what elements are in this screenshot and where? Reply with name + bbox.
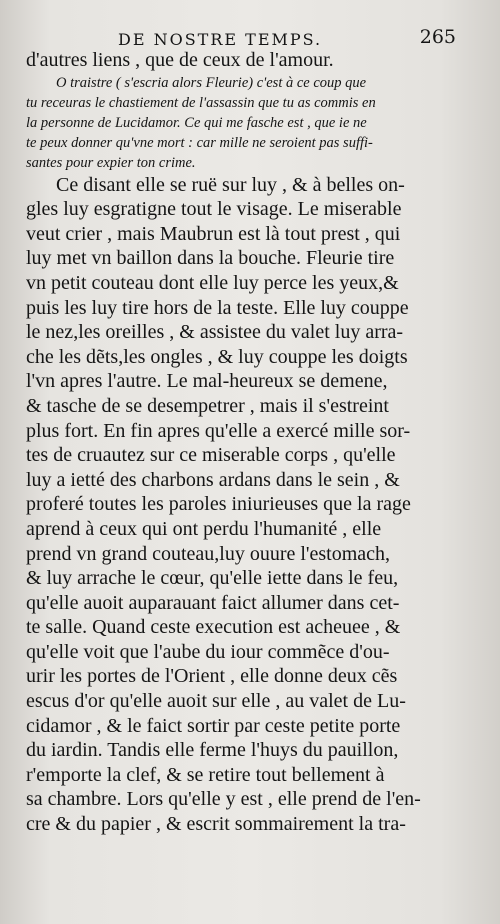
text-line: che les dẽts,les ongles , & luy couppe les doigts — [26, 345, 408, 368]
text-line: & tasche de se desempetrer , mais il s'estreint — [26, 394, 389, 417]
text-line: Ce disant elle se ruë sur luy , & à belles on- — [56, 173, 405, 196]
text-line: qu'elle auoit auparauant faict allumer dans cet- — [26, 591, 400, 614]
text-line: santes pour expier ton crime. — [26, 154, 196, 171]
text-line: le nez,les oreilles , & assistee du valet luy arra- — [26, 321, 404, 344]
text-line: tes de cruautez sur ce miserable corps , qu'elle — [26, 444, 396, 467]
running-title: DE NOSTRE TEMPS. — [118, 30, 323, 49]
text-line: la personne de Lucidamor. Ce qui me fasche est , que ie ne — [26, 114, 367, 131]
text-line: d'autres liens , que de ceux de l'amour. — [26, 49, 334, 71]
text-line: du iardin. Tandis elle ferme l'huys du pauillon, — [26, 739, 399, 762]
body-text — [26, 48, 458, 837]
text-line: luy met vn baillon dans la bouche. Fleurie tire — [26, 247, 395, 270]
text-line: cidamor , & le faict sortir par ceste petite porte — [26, 714, 401, 737]
text-line: gles luy esgratigne tout le visage. Le miserable — [26, 198, 402, 221]
text-line: tu receuras le chastiement de l'assassin que tu as commis en — [26, 94, 376, 111]
text-line: proferé toutes les paroles iniurieuses que la rage — [26, 493, 411, 516]
text-line: cre & du papier , & escrit sommairement la tra- — [26, 813, 406, 836]
page-number: 265 — [419, 26, 456, 48]
text-line: te salle. Quand ceste execution est acheuee , & — [26, 616, 401, 639]
text-line: sa chambre. Lors qu'elle y est , elle prend de l'en- — [26, 788, 421, 811]
text-line: O traistre ( s'escria alors Fleurie) c'est à ce coup que — [56, 74, 367, 91]
text-line: urir les portes de l'Orient , elle donne deux cẽs — [26, 665, 398, 688]
page-header — [0, 26, 500, 50]
text-line: vn petit couteau dont elle luy perce les yeux,& — [26, 271, 399, 294]
text-line: prend vn grand couteau,luy ouure l'estomach, — [26, 542, 391, 565]
text-line: & luy arrache le cœur, qu'elle iette dans le feu, — [26, 567, 399, 590]
text-line: te peux donner qu'vne mort : car mille ne seroient pas suffi- — [26, 134, 373, 151]
text-line: l'vn apres l'autre. Le mal-heureux se demene, — [26, 370, 388, 393]
text-line: qu'elle voit que l'aube du iour commẽce d'ou- — [26, 640, 390, 663]
text-line: r'emporte la clef, & se retire tout bellement à — [26, 763, 385, 786]
text-line: aprend à ceux qui ont perdu l'humanité , elle — [26, 517, 382, 540]
text-line: puis les luy tire hors de la teste. Elle luy couppe — [26, 296, 409, 319]
text-line: luy a ietté des charbons ardans dans le sein , & — [26, 468, 400, 491]
text-line: veut crier , mais Maubrun est là tout prest , qui — [26, 222, 401, 245]
text-line: plus fort. En fin apres qu'elle a exercé mille sor- — [26, 419, 411, 442]
text-line: escus d'or qu'elle auoit sur elle , au valet de Lu- — [26, 690, 406, 713]
